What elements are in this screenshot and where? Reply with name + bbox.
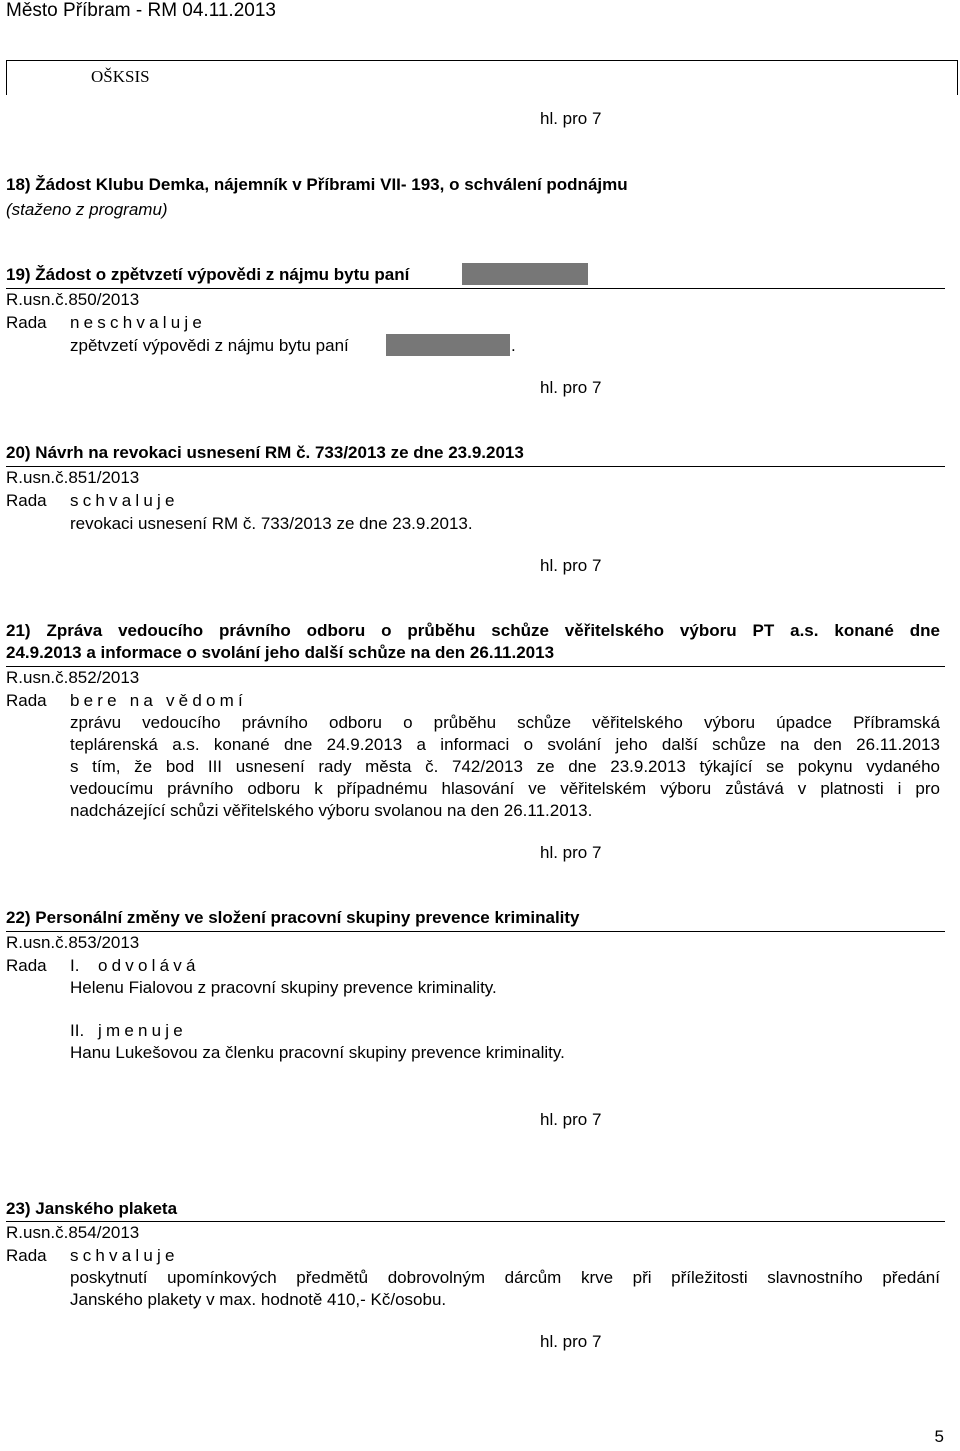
- resolution-text-line: vedoucímu právního odboru k případnému hlasování ve věřitelském výboru zůstává v platnosti i pro: [70, 779, 940, 798]
- rada-label: Rada: [6, 313, 47, 332]
- resolution-number: R.usn.č.854/2013: [6, 1223, 140, 1242]
- resolution-number: R.usn.č.851/2013: [6, 468, 140, 487]
- resolution-verb: bere na vědomí: [70, 691, 247, 710]
- item-23-title: 23) Janského plaketa: [6, 1199, 178, 1218]
- resolution-number: R.usn.č.853/2013: [6, 933, 140, 952]
- resolution-verb: schvaluje: [70, 1246, 179, 1265]
- vote-result: hl. pro 7: [540, 843, 602, 862]
- rada-label: Rada: [6, 691, 47, 710]
- resolution-text-line: s tím, že bod III usnesení rady města č. 742/2013 ze dne 23.9.2013 týkající se pokynu vydaného: [70, 757, 940, 776]
- department-label: OŠKSIS: [91, 67, 150, 86]
- vote-result: hl. pro 7: [540, 109, 602, 128]
- heading-rule: [6, 288, 945, 289]
- resolution-text-end: .: [511, 336, 516, 355]
- top-table-box: [6, 60, 958, 95]
- item-18-title: 18) Žádost Klubu Demka, nájemník v Příbrami VII- 193, o schválení podnájmu: [6, 175, 628, 194]
- resolution-text-line: zprávu vedoucího právního odboru o průběhu schůze věřitelského výboru úpadce Příbramská: [70, 713, 940, 732]
- item-18-note: (staženo z programu): [6, 200, 168, 219]
- resolution-text: Helenu Fialovou z pracovní skupiny prevence kriminality.: [70, 978, 497, 997]
- resolution-number: R.usn.č.852/2013: [6, 668, 140, 687]
- vote-result: hl. pro 7: [540, 1332, 602, 1351]
- resolution-text-line: nadcházející schůzi věřitelského výboru svolanou na den 26.11.2013.: [70, 801, 593, 820]
- document-header: Město Příbram - RM 04.11.2013: [6, 0, 276, 21]
- vote-result: hl. pro 7: [540, 556, 602, 575]
- resolution-number: R.usn.č.850/2013: [6, 290, 140, 309]
- item-21-title-cont: 24.9.2013 a informace o svolání jeho další schůze na den 26.11.2013: [6, 643, 555, 662]
- resolution-text-line: poskytnutí upomínkových předmětů dobrovolným dárcům krve při příležitosti slavnostního předání: [70, 1268, 940, 1287]
- item-20-title: 20) Návrh na revokaci usnesení RM č. 733/2013 ze dne 23.9.2013: [6, 443, 524, 462]
- heading-rule: [6, 931, 945, 932]
- rada-label: Rada: [6, 491, 47, 510]
- resolution-text-line: Janského plakety v max. hodnotě 410,- Kč/osobu.: [70, 1290, 447, 1309]
- rada-label: Rada: [6, 1246, 47, 1265]
- resolution-text: Hanu Lukešovou za členku pracovní skupiny prevence kriminality.: [70, 1043, 565, 1062]
- heading-rule: [6, 466, 945, 467]
- roman-numeral: II.: [70, 1021, 85, 1040]
- redaction-block: [386, 334, 510, 356]
- item-22-title: 22) Personální změny ve složení pracovní skupiny prevence kriminality: [6, 908, 580, 927]
- resolution-verb: neschvaluje: [70, 313, 206, 332]
- resolution-text: zpětvzetí výpovědi z nájmu bytu paní: [70, 336, 349, 355]
- heading-rule: [6, 666, 945, 667]
- resolution-verb: odvolává: [98, 956, 200, 975]
- vote-result: hl. pro 7: [540, 378, 602, 397]
- heading-rule: [6, 1221, 945, 1222]
- resolution-text-line: teplárenská a.s. konané dne 24.9.2013 a informaci o svolání jeho další schůze na den 26.11.2013: [70, 735, 940, 754]
- vote-result: hl. pro 7: [540, 1110, 602, 1129]
- page-number: 5: [934, 1427, 944, 1446]
- rada-label: Rada: [6, 956, 47, 975]
- resolution-verb: schvaluje: [70, 491, 179, 510]
- item-21-title: 21) Zpráva vedoucího právního odboru o průběhu schůze věřitelského výboru PT a.s. konané dne: [6, 621, 940, 640]
- resolution-verb: jmenuje: [98, 1021, 187, 1040]
- item-19-title: 19) Žádost o zpětvzetí výpovědi z nájmu bytu paní: [6, 265, 410, 284]
- roman-numeral: I.: [70, 956, 80, 975]
- redaction-block: [462, 263, 588, 285]
- resolution-text: revokaci usnesení RM č. 733/2013 ze dne 23.9.2013.: [70, 514, 473, 533]
